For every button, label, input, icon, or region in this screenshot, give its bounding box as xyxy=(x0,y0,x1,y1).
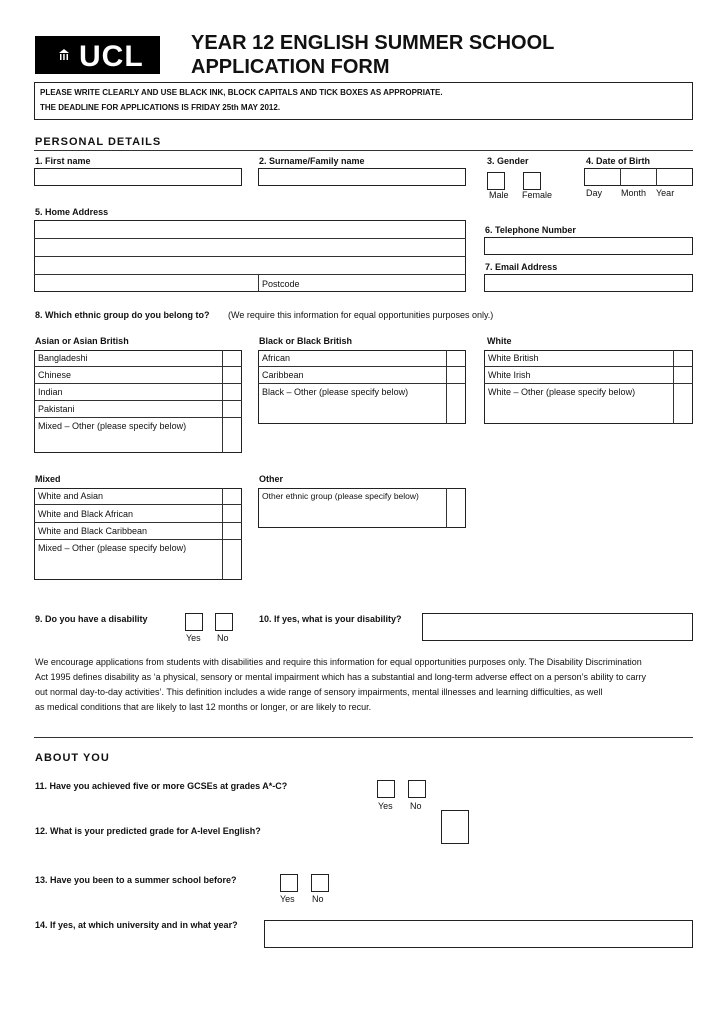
dob-label: 4. Date of Birth xyxy=(586,156,651,166)
disability-paragraph: out normal day-to-day activities’. This definition includes a wide range of sensory impairments, mental illnesses and learning difficulties, as well xyxy=(35,687,603,697)
summer-school-no-checkbox[interactable] xyxy=(311,874,329,892)
divider xyxy=(258,274,259,292)
yes-label: Yes xyxy=(280,894,295,904)
yes-label: Yes xyxy=(186,633,201,643)
email-label: 7. Email Address xyxy=(485,262,558,272)
ethnic-option[interactable]: Other ethnic group (please specify below) xyxy=(262,491,419,501)
other-title: Other xyxy=(259,474,284,484)
disability-paragraph: We encourage applications from students with disabilities and require this information for equal opportunities purposes only. The Disability Discrimination xyxy=(35,657,642,667)
month-label: Month xyxy=(621,188,647,198)
telephone-label: 6. Telephone Number xyxy=(485,225,576,235)
gcse-question: 11. Have you achieved five or more GCSEs at grades A*-C? xyxy=(35,781,288,791)
ethnic-option[interactable]: White and Asian xyxy=(34,488,242,505)
ethnic-option[interactable]: White – Other (please specify below) xyxy=(488,387,636,397)
ethnic-option[interactable]: Mixed – Other (please specify below) xyxy=(38,543,187,553)
instruction-text: PLEASE WRITE CLEARLY AND USE BLACK INK, BLOCK CAPITALS AND TICK BOXES AS APPROPRIATE. xyxy=(40,88,443,97)
black-title: Black or Black British xyxy=(259,336,353,346)
divider xyxy=(620,168,621,186)
address-line xyxy=(34,238,466,239)
summer-school-question: 13. Have you been to a summer school before? xyxy=(35,875,237,885)
no-label: No xyxy=(217,633,229,643)
ethnic-option[interactable]: Chinese xyxy=(34,367,242,384)
ethnic-question: 8. Which ethnic group do you belong to? xyxy=(35,310,210,320)
ethnic-option[interactable]: White Irish xyxy=(484,367,693,384)
university-question: 14. If yes, at which university and in what year? xyxy=(35,920,238,930)
ethnic-option[interactable]: White and Black Caribbean xyxy=(34,523,242,540)
asian-title: Asian or Asian British xyxy=(35,336,129,346)
disability-question: 9. Do you have a disability xyxy=(35,614,148,624)
personal-section-title: PERSONAL DETAILS xyxy=(35,136,162,148)
female-label: Female xyxy=(522,190,553,200)
divider xyxy=(34,150,693,151)
ethnic-option[interactable]: Mixed – Other (please specify below) xyxy=(38,421,187,431)
male-checkbox[interactable] xyxy=(487,172,505,190)
yes-label: Yes xyxy=(378,801,393,811)
mixed-title: Mixed xyxy=(35,474,61,484)
email-field[interactable] xyxy=(484,274,693,292)
day-label: Day xyxy=(586,188,603,198)
ethnic-option[interactable]: African xyxy=(258,350,466,367)
ethnic-option[interactable]: Bangladeshi xyxy=(34,350,242,367)
ethnic-option[interactable]: Indian xyxy=(34,384,242,401)
ucl-logo xyxy=(35,36,160,74)
no-label: No xyxy=(312,894,324,904)
summer-school-yes-checkbox[interactable] xyxy=(280,874,298,892)
form-title-line1: YEAR 12 ENGLISH SUMMER SCHOOL xyxy=(191,32,555,54)
university-field[interactable] xyxy=(264,920,693,948)
disability-type-question: 10. If yes, what is your disability? xyxy=(259,614,402,624)
gender-label: 3. Gender xyxy=(487,156,529,166)
ethnic-note: (We require this information for equal opportunities purposes only.) xyxy=(228,310,494,320)
female-checkbox[interactable] xyxy=(523,172,541,190)
grade-field[interactable] xyxy=(441,810,469,844)
surname-field[interactable] xyxy=(258,168,466,186)
ethnic-option[interactable]: White British xyxy=(484,350,693,367)
male-label: Male xyxy=(489,190,509,200)
gcse-yes-checkbox[interactable] xyxy=(377,780,395,798)
deadline-text: THE DEADLINE FOR APPLICATIONS IS FRIDAY 25th MAY 2012. xyxy=(40,103,281,112)
portico-icon xyxy=(59,48,69,60)
ethnic-option[interactable]: Black – Other (please specify below) xyxy=(262,387,409,397)
no-label: No xyxy=(410,801,422,811)
dob-field[interactable] xyxy=(584,168,693,186)
disability-no-checkbox[interactable] xyxy=(215,613,233,631)
first-name-field[interactable] xyxy=(34,168,242,186)
address-line xyxy=(34,256,466,257)
logo-text: UCL xyxy=(79,40,144,73)
divider xyxy=(656,168,657,186)
about-section-title: ABOUT YOU xyxy=(35,752,110,764)
white-title: White xyxy=(487,336,512,346)
grade-question: 12. What is your predicted grade for A-level English? xyxy=(35,826,261,836)
home-address-label: 5. Home Address xyxy=(35,207,109,217)
disability-yes-checkbox[interactable] xyxy=(185,613,203,631)
first-name-label: 1. First name xyxy=(35,156,91,166)
ethnic-option[interactable]: White and Black African xyxy=(34,506,242,523)
telephone-field[interactable] xyxy=(484,237,693,255)
divider xyxy=(34,737,693,738)
gcse-no-checkbox[interactable] xyxy=(408,780,426,798)
address-line xyxy=(34,274,466,275)
ethnic-option[interactable]: Caribbean xyxy=(258,367,466,384)
year-label: Year xyxy=(656,188,675,198)
disability-paragraph: as medical conditions that are likely to last 12 months or longer, or are likely to recur. xyxy=(35,702,372,712)
surname-label: 2. Surname/Family name xyxy=(259,156,365,166)
disability-paragraph: Act 1995 defines disability as ‘a physical, sensory or mental impairment which has a substantial and long-term adverse effect on a person’s ability to carry xyxy=(35,672,646,682)
disability-type-field[interactable] xyxy=(422,613,693,641)
postcode-label: Postcode xyxy=(262,279,300,289)
form-title-line2: APPLICATION FORM xyxy=(191,56,390,78)
tick-column xyxy=(446,488,447,528)
ethnic-option[interactable]: Pakistani xyxy=(34,401,242,418)
